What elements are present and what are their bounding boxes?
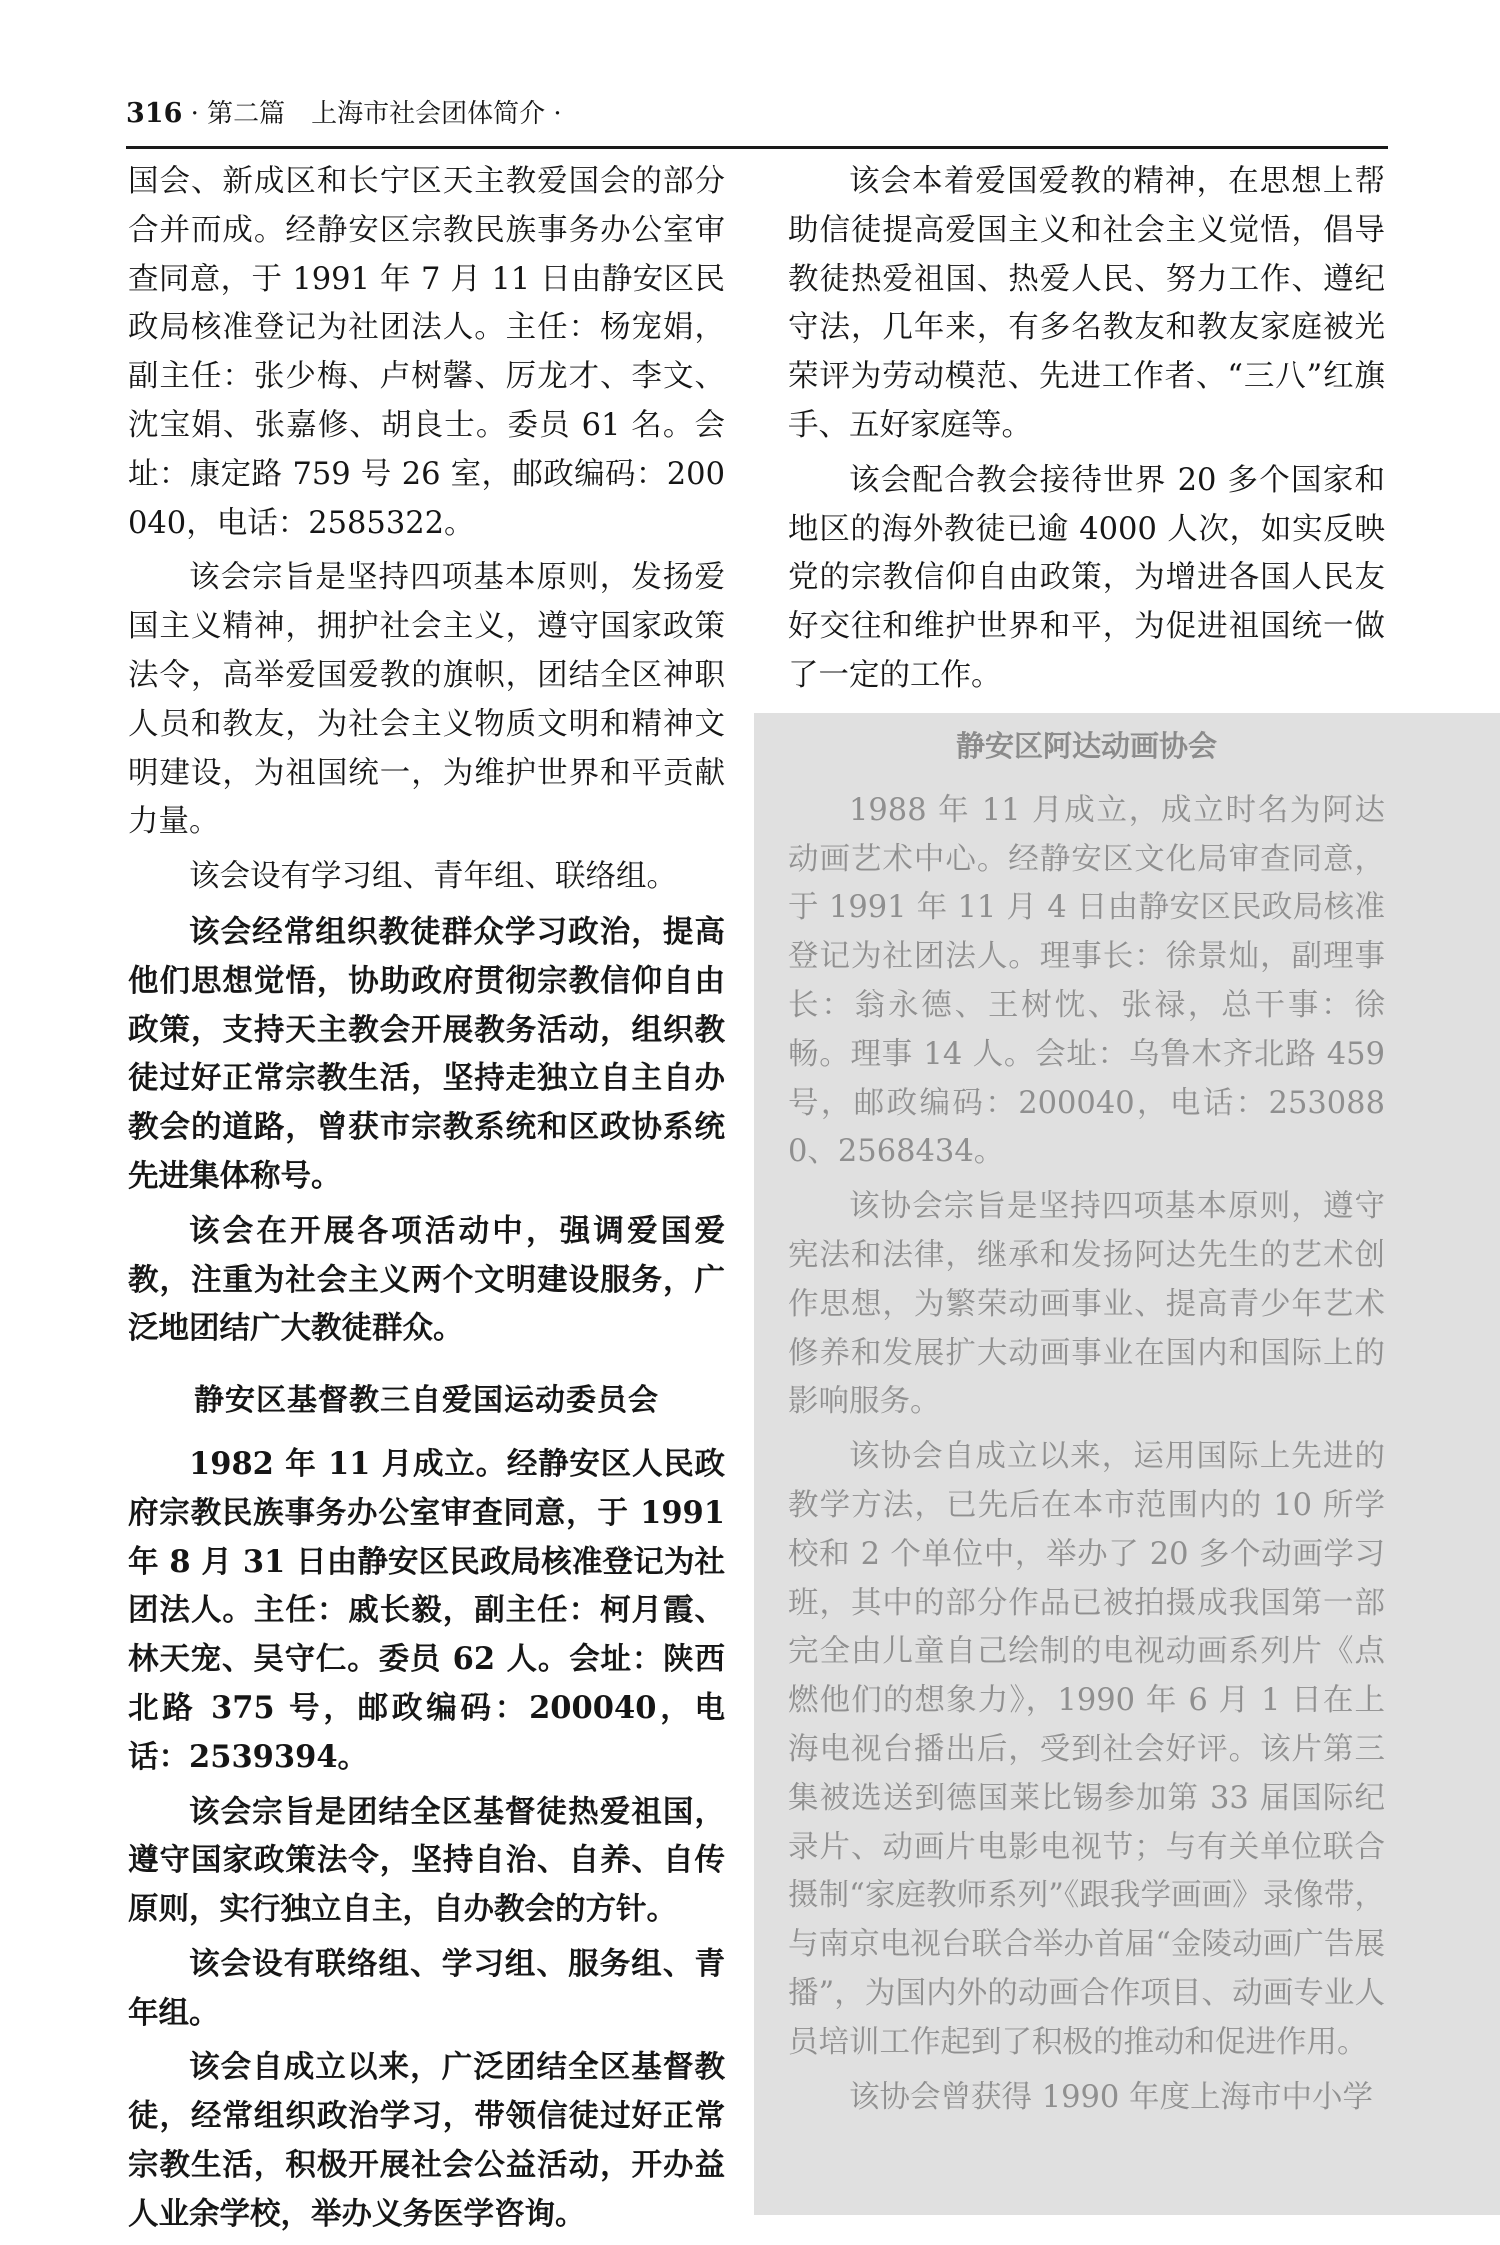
paragraph: 1988 年 11 月成立，成立时名为阿达动画艺术中心。经静安区文化局审查同意，于 1991 年 11 月 4 日由静安区民政局核准登记为社团法人。理事长：徐景灿，副理事长：翁永德、王树忱、张禄，总干事：徐畅。理事 14 人。会址：乌鲁木齐北路 459 号，邮政编码：200040，电话：2530880、2568434。: [788, 792, 1385, 1170]
paragraph: 该协会曾获得 1990 年度上海市中小学: [849, 2079, 1374, 2115]
paragraph: 该会经常组织教徒群众学习政治，提高他们思想觉悟，协助政府贯彻宗教信仰自由政策，支持天主教会开展教务活动，组织教徒过好正常宗教生活，坚持走独立自主自办教会的道路，曾获市宗教系统和区政协系统先进集体称号。: [128, 913, 725, 1194]
paragraph: 该会本着爱国爱教的精神，在思想上帮助信徒提高爱国主义和社会主义觉悟，倡导教徒热爱祖国、热爱人民、努力工作、遵纪守法，几年来，有多名教友和教友家庭被光荣评为劳动模范、先进工作者、“三八”红旗手、五好家庭等。: [788, 164, 1385, 443]
right-column: [788, 158, 1385, 707]
running-title: · 第二篇 上海市社会团体简介 ·: [190, 99, 562, 129]
paragraph: 该协会自成立以来，运用国际上先进的教学方法，已先后在本市范围内的 10 所学校和 2 个单位中，举办了 20 多个动画学习班，其中的部分作品已被拍摄成我国第一部完全由儿童自己绘制的电视动画系列片《点燃他们的想象力》，1990 年 6 月 1 日在上海电视台播出后，受到社会好评。该片第三集被选送到德国莱比锡参加第 33 届国际纪录片、动画片电影电视节；与有关单位联合摄制“家庭教师系列”《跟我学画画》录像带，与南京电视台联合举办首届“金陵动画广告展播”，为国内外的动画合作项目、动画专业人员培训工作起到了积极的推动和促进作用。: [788, 1439, 1385, 2060]
paragraph: 该协会宗旨是坚持四项基本原则，遵守宪法和法律，继承和发扬阿达先生的艺术创作思想，为繁荣动画事业、提高青少年艺术修养和发展扩大动画事业在国内和国际上的影响服务。: [788, 1189, 1385, 1420]
paragraph: 该会设有学习组、青年组、联络组。: [189, 859, 677, 895]
section-heading: 静安区基督教三自爱国运动委员会: [194, 1383, 659, 1419]
left-column: [128, 158, 725, 2245]
paragraph: 该会宗旨是团结全区基督徒热爱祖国，遵守国家政策法令，坚持自治、自养、自传原则，实行独立自主，自办教会的方针。: [128, 1793, 725, 1928]
paragraph: 该会宗旨是坚持四项基本原则，发扬爱国主义精神，拥护社会主义，遵守国家政策法令，高举爱国爱教的旗帜，团结全区神职人员和教友，为社会主义物质文明和精神文明建设，为祖国统一，为维护世界和平贡献力量。: [128, 560, 725, 840]
paragraph: 该会配合教会接待世界 20 多个国家和地区的海外教徒已逾 4000 人次，如实反映党的宗教信仰自由政策，为增进各国人民友好交往和维护世界和平，为促进祖国统一做了一定的工作。: [788, 462, 1385, 693]
paragraph: 该会自成立以来，广泛团结全区基督教徒，经常组织政治学习，带领信徒过好正常宗教生活，积极开展社会公益活动，开办益人业余学校，举办义务医学咨询。: [128, 2049, 725, 2232]
running-header: [126, 96, 1386, 132]
section-heading: 静安区阿达动画协会: [955, 729, 1217, 763]
bold-block: [128, 908, 725, 2239]
paragraph: 1982 年 11 月成立。经静安区人民政府宗教民族事务办公室审查同意，于 1991 年 8 月 31 日由静安区民政局核准登记为社团法人。主任：戚长毅，副主任：柯月霞、林天宠、吴守仁。委员 62 人。会址：陕西北路 375 号，邮政编码：200040，电话：2539394。: [128, 1445, 725, 1775]
shaded-section: [788, 722, 1385, 2128]
paragraph: 国会、新成区和长宁区天主教爱国会的部分合并而成。经静安区宗教民族事务办公室审查同意，于 1991 年 7 月 11 日由静安区民政局核准登记为社团法人。主任：杨宠娟，副主任：张少梅、卢树馨、厉龙才、李文、沈宝娟、张嘉修、胡良士。委员 61 名。会址：康定路 759 号 26 室，邮政编码：200040，电话：2585322。: [128, 164, 725, 541]
header-rule: [126, 146, 1388, 149]
paragraph: 该会在开展各项活动中，强调爱国爱教，注重为社会主义两个文明建设服务，广泛地团结广大教徒群众。: [128, 1212, 725, 1347]
paragraph: 该会设有联络组、学习组、服务组、青年组。: [128, 1945, 725, 2031]
page-number: 316: [126, 98, 183, 129]
